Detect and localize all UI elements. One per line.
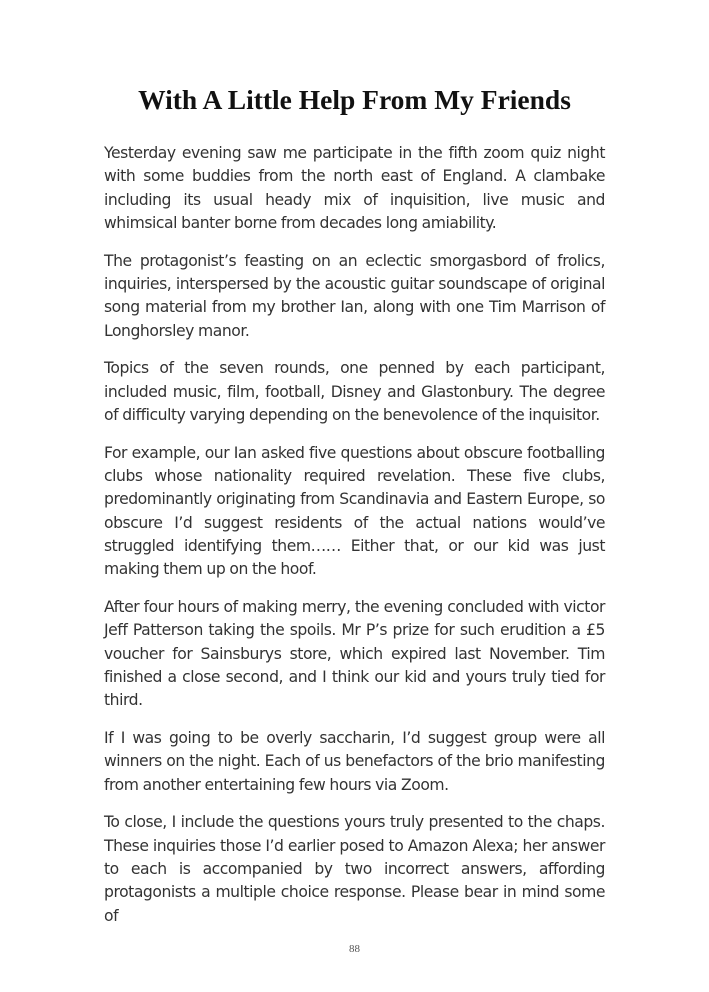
paragraph-5: After four hours of making merry, the evening concluded with victor Jeff Patterson taking the spoils. Mr P’s prize for such erudition a £5 voucher for Sainsburys store, which expired last November. Tim finished a close second, and I think our kid and yours truly tied for third. — [104, 598, 605, 710]
paragraph-6: If I was going to be overly saccharin, I’d suggest group were all winners on the night. Each of us benefactors of the brio manifesting from another entertaining few hours via Zoom. — [104, 729, 605, 794]
page-number: 88 — [349, 943, 360, 955]
body-text — [104, 142, 605, 942]
page-title: With A Little Help From My Friends — [138, 84, 571, 115]
paragraph-4: For example, our Ian asked five questions about obscure footballing clubs whose nationality required revelation. These five clubs, predominantly originating from Scandinavia and Eastern Europe, so obscure I’d suggest residents of the actual nations would’ve struggled identifying them…… Either that, or our kid was just making them up on the hoof. — [104, 443, 605, 579]
paragraph-2: The protagonist’s feasting on an eclectic smorgasbord of frolics, inquiries, interspersed by the acoustic guitar soundscape of original song material from my brother Ian, along with one Tim Marrison of Longhorsley manor. — [104, 251, 605, 340]
paragraph-1: Yesterday evening saw me participate in the fifth zoom quiz night with some buddies from the north east of England. A clambake including its usual heady mix of inquisition, live music and whimsical banter borne from decades long amiability. — [104, 144, 605, 232]
paragraph-7: To close, I include the questions yours truly presented to the chaps. These inquiries those I’d earlier posed to Amazon Alexa; her answer to each is accompanied by two incorrect answers, affording protagonists a multiple choice response. Please bear in mind some of — [104, 813, 605, 925]
paragraph-3: Topics of the seven rounds, one penned by each participant, included music, film, football, Disney and Glastonbury. The degree of difficulty varying depending on the benevolence of the inquisitor. — [104, 359, 605, 424]
